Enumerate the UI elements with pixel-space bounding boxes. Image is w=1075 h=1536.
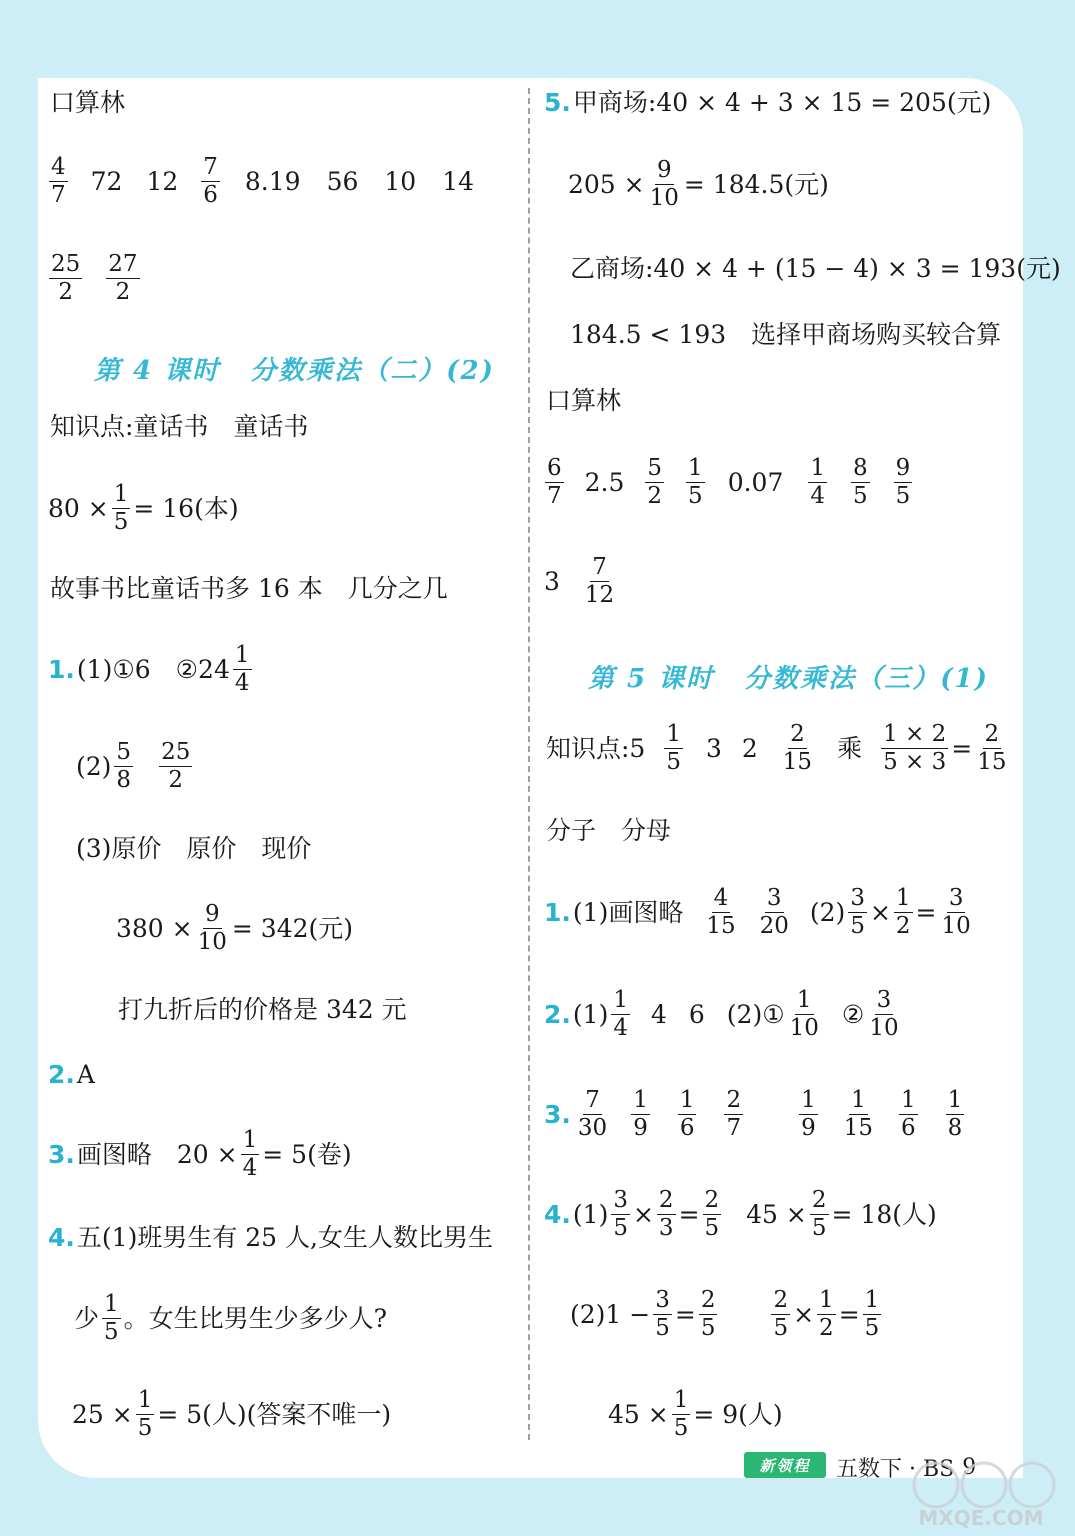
story-line: 故事书比童话书多 16 本 几分之几 xyxy=(50,574,448,603)
lesson-4-heading: 第 4 课时 分数乘法（二）(2) xyxy=(94,356,495,386)
knowledge-point: 知识点:童话书 童话书 xyxy=(50,412,309,441)
fraction: $\frac{25}{2}$ xyxy=(51,251,81,306)
knowledge-point-2: 知识点:5 $\frac{1}{5}$ 3 2 $\frac{2}{15}$ 乘 $\frac{1 \times 2}{5 \times 3}$ = $\frac{2}{15}$ xyxy=(546,721,1007,776)
page-number: 9 xyxy=(962,1455,977,1480)
column-divider xyxy=(528,88,530,1440)
lesson5-question-2: 2. (1) $\frac{1}{4}$ 4 6 (2)① $\frac{1}{10}$ ② $\frac{3}{10}$ xyxy=(544,987,899,1042)
fenzi-fenmu: 分子 分母 xyxy=(546,816,672,845)
mental-math-row-4: 3 $\frac{7}{12}$ xyxy=(544,554,615,609)
equation-205: 205 × $\frac{9}{10}$ = 184.5(元) xyxy=(568,157,829,212)
mental-math-row-3: $\frac{6}{7}$ 2.5 $\frac{5}{2}$ $\frac{1}{5}$ 0.07 $\frac{1}{4}$ $\frac{8}{5}$ $\frac{9}{5}$ xyxy=(547,455,911,510)
watermark-logo xyxy=(896,1455,1066,1531)
mental-math-row-1: $\frac{4}{7}$ 72 12 $\frac{7}{6}$ 8.19 56 10 14 xyxy=(51,154,475,209)
question-4-line-2: 少 $\frac{1}{5}$ 。女生比男生少多少人? xyxy=(74,1291,388,1346)
question-4-answer: 25 × $\frac{1}{5}$ = 5(人)(答案不唯一) xyxy=(72,1387,392,1442)
svg-text:MXQE.COM: MXQE.COM xyxy=(918,1506,1044,1530)
lesson-5-heading: 第 5 课时 分数乘法（三）(1) xyxy=(588,664,989,694)
kousuanlin-heading-2: 口算林 xyxy=(546,386,622,415)
brand-badge: 新领程 xyxy=(744,1452,826,1478)
footer-grade: 五数下 · BS 9 xyxy=(836,1455,977,1482)
fraction: $\frac{4}{7}$ xyxy=(51,154,66,209)
kousuanlin-heading: 口算林 xyxy=(50,88,126,117)
lesson5-question-4-2: (2)1 − $\frac{3}{5}$ = $\frac{2}{5}$ $\frac{2}{5}$ × $\frac{1}{2}$ = $\frac{1}{5}$ xyxy=(570,1287,880,1342)
fraction: $\frac{7}{6}$ xyxy=(203,154,218,209)
question-5: 5. 甲商场:40 × 4 + 3 × 15 = 205(元) xyxy=(544,88,992,117)
lesson5-question-3: 3. $\frac{7}{30}$ $\frac{1}{9}$ $\frac{1}{6}$ $\frac{2}{7}$ $\frac{1}{9}$ $\frac{1}{15}$ $\frac{1}{6}$ $\frac{1}{8}$ xyxy=(544,1087,963,1142)
lesson5-question-4-answer: 45 × $\frac{1}{5}$ = 9(人) xyxy=(608,1387,783,1442)
yi-market: 乙商场:40 × 4 + (15 − 4) × 3 = 193(元) xyxy=(570,254,1061,283)
mental-math-row-2 xyxy=(46,252,143,306)
lesson5-question-1: 1. (1)画图略 $\frac{4}{15}$ $\frac{3}{20}$ (2) $\frac{3}{5}$ × $\frac{1}{2}$ = $\frac{3}{10}$ xyxy=(544,885,971,940)
question-1-2: (2) $\frac{5}{8}$ $\frac{25}{2}$ xyxy=(76,739,191,794)
question-1-1: 1. (1)①6 ②24 $\frac{1}{4}$ xyxy=(48,642,250,697)
fraction: $\frac{27}{2}$ xyxy=(108,251,138,306)
question-1-3: (3)原价 原价 现价 xyxy=(76,834,312,863)
lesson5-question-4: 4. (1) $\frac{3}{5}$ × $\frac{2}{3}$ = $\frac{2}{5}$ 45 × $\frac{2}{5}$ = 18(人) xyxy=(544,1187,937,1242)
equation-380: 380 × $\frac{9}{10}$ = 342(元) xyxy=(116,901,354,956)
equation-80: 80 × $\frac{1}{5}$ = 16(本) xyxy=(48,481,239,536)
question-3: 3. 画图略 20 × $\frac{1}{4}$ = 5(卷) xyxy=(48,1127,352,1182)
comparison: 184.5 < 193 选择甲商场购买较合算 xyxy=(570,320,1002,349)
discount-line: 打九折后的价格是 342 元 xyxy=(118,995,407,1024)
question-2: 2. A xyxy=(48,1060,95,1089)
question-4: 4. 五(1)班男生有 25 人,女生人数比男生 xyxy=(48,1223,493,1252)
